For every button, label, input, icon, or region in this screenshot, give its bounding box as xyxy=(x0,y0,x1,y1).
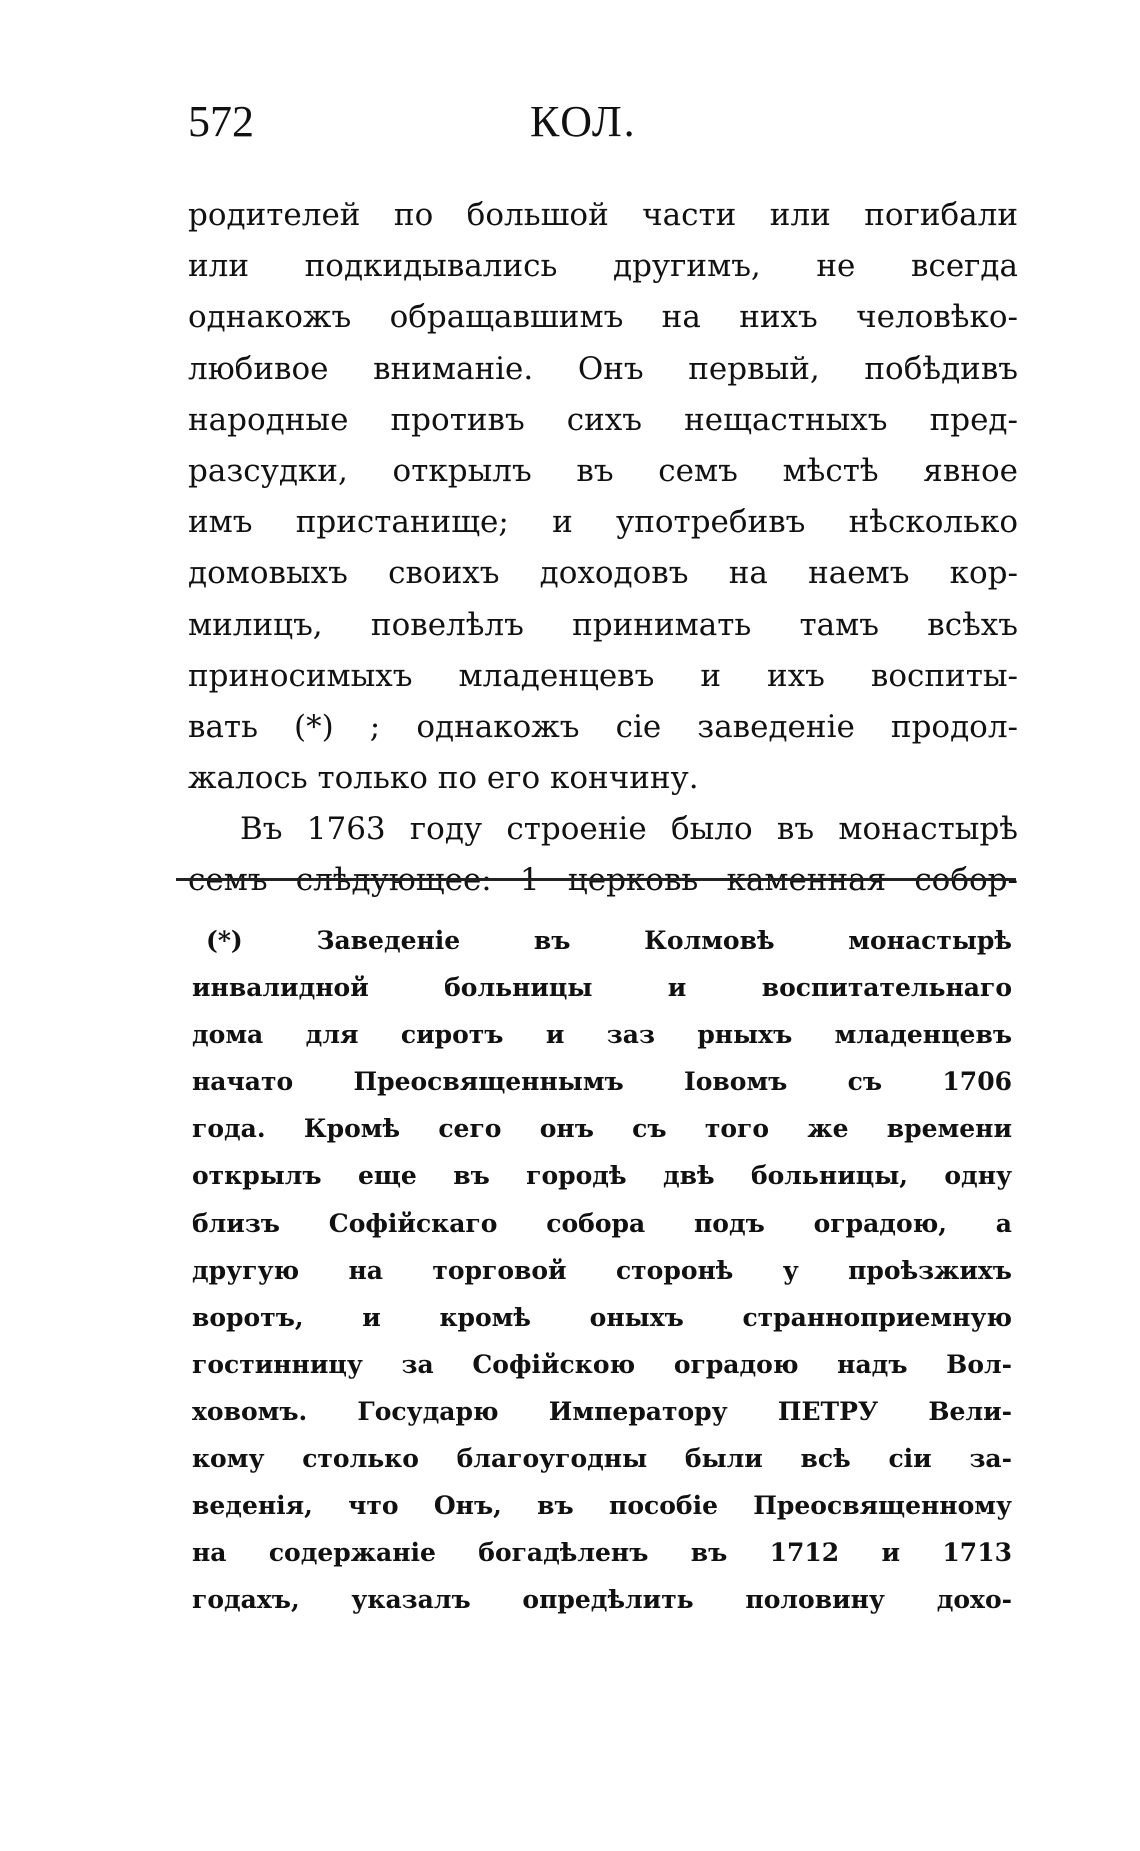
footnote-line: инвалидной больницы и воспитательнаго xyxy=(192,973,1012,1003)
text-line: жалось только по его кончину. xyxy=(188,760,699,797)
footnote-line: другую на торговой сторонѣ у проѣзжихъ xyxy=(192,1255,1012,1285)
running-title: КОЛ. xyxy=(530,97,637,146)
text-line: однакожъ обращавшимъ на нихъ человѣко- xyxy=(188,299,1018,336)
text-line: народные противъ сихъ нещастныхъ пред- xyxy=(188,401,1018,438)
text-line: имъ пристанище; и употребивъ нѣсколько xyxy=(188,504,1018,541)
text-line: приносимыхъ младенцевъ и ихъ воспиты- xyxy=(188,657,1018,694)
footnote-line: гостинницу за Софійскою оградою надъ Вол- xyxy=(192,1349,1012,1379)
footnote-line: веденія, что Онъ, въ пособіе Преосвященному xyxy=(192,1491,1012,1521)
text-line: семъ слѣдующее: 1 церковь каменная собор- xyxy=(188,862,1018,899)
text-line: или подкидывались другимъ, не всегда xyxy=(188,248,1018,285)
text-line: любивое вниманіе. Онъ первый, побѣдивъ xyxy=(188,350,1018,387)
text-line: вать (*) ; однакожъ сіе заведеніе продол- xyxy=(188,708,1018,745)
footnote-line: годахъ, указалъ опредѣлить половину дохо- xyxy=(192,1585,1012,1615)
text-line: милицъ, повелѣлъ принимать тамъ всѣхъ xyxy=(188,606,1018,643)
footnote-line: близъ Софійскаго собора подъ оградою, а xyxy=(192,1208,1012,1238)
footnote-line: на содержаніе богадѣленъ въ 1712 и 1713 xyxy=(192,1538,1012,1568)
footnote-line: воротъ, и кромѣ оныхъ странноприемную xyxy=(192,1302,1012,1332)
page-number: 572 xyxy=(188,97,254,146)
text-line: Въ 1763 году строеніе было въ монастырѣ xyxy=(240,811,1018,848)
footnote-line: дома для сиротъ и заз рныхъ младенцевъ xyxy=(192,1020,1012,1050)
footnote-line: начато Преосвященнымъ Іовомъ съ 1706 xyxy=(192,1067,1012,1097)
running-head xyxy=(188,92,1028,162)
footnote xyxy=(192,917,1012,1623)
footnote-line: (*) Заведеніе въ Колмовѣ монастырѣ xyxy=(206,926,1012,955)
footnote-line: года. Кромѣ сего онъ съ того же времени xyxy=(192,1114,1012,1144)
text-line: разсудки, открылъ въ семъ мѣстѣ явное xyxy=(188,452,1018,489)
main-text xyxy=(188,190,1018,907)
text-line: домовыхъ своихъ доходовъ на наемъ кор- xyxy=(188,555,1018,592)
footnote-line: ховомъ. Государю Императору ПЕТРУ Вели- xyxy=(192,1396,1012,1426)
footnote-line: кому столько благоугодны были всѣ сіи за- xyxy=(192,1444,1012,1474)
text-line: родителей по большой части или погибали xyxy=(188,197,1018,233)
footnote-line: открылъ еще въ городѣ двѣ больницы, одну xyxy=(192,1161,1012,1191)
footnote-divider xyxy=(176,878,1016,881)
